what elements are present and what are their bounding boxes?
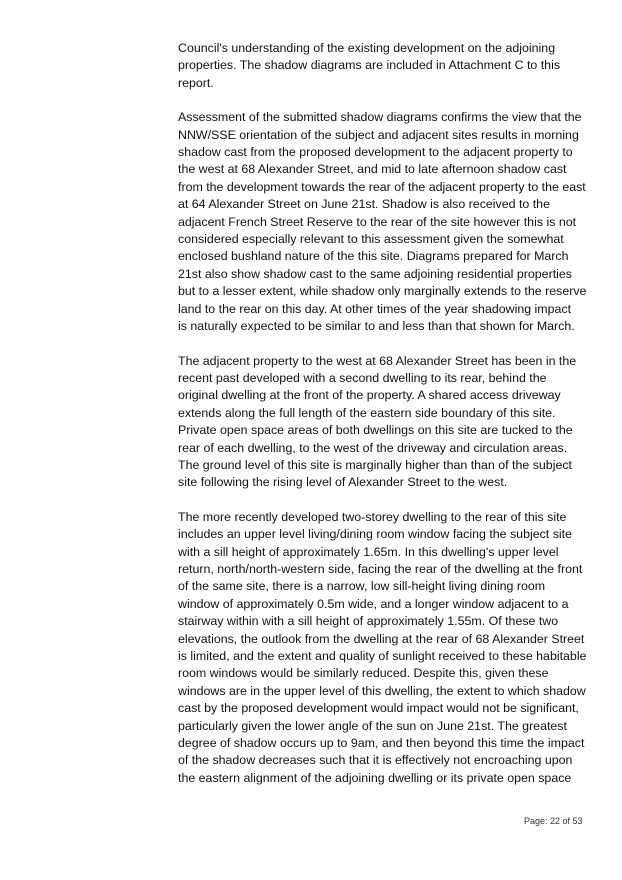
text-line: rear of each dwelling, to the west of the driveway and circulation areas. — [178, 440, 568, 455]
text-line: stairway within with a sill height of approximately 1.55m. Of these two — [178, 614, 559, 629]
body-text — [178, 40, 587, 804]
text-line: room windows would be similarly reduced. Despite this, given these — [178, 666, 549, 681]
text-line: particularly given the lower angle of the sun on June 21st. The greatest — [178, 718, 567, 733]
text-line: adjacent French Street Reserve to the rear of the site however this is not — [178, 214, 577, 229]
paragraph — [178, 109, 587, 335]
text-line: considered especially relevant to this assessment given the somewhat — [178, 232, 564, 247]
page-number: Page: 22 of 53 — [524, 816, 583, 826]
text-line: the west at 68 Alexander Street, and mid to late afternoon shadow cast — [178, 162, 567, 177]
text-line: includes an upper level living/dining room window facing the subject site — [178, 527, 572, 542]
text-line: at 64 Alexander Street on June 21st. Shadow is also received to the — [178, 197, 550, 212]
text-line: land to the rear on this day. At other times of the year shadowing impact — [178, 301, 572, 316]
text-line: from the development towards the rear of the adjacent property to the east — [178, 179, 586, 194]
text-line: properties. The shadow diagrams are included in Attachment C to this — [178, 58, 561, 73]
text-line: enclosed bushland nature of the this site. Diagrams prepared for March — [178, 249, 569, 264]
text-line: The more recently developed two-storey dwelling to the rear of this site — [178, 509, 567, 524]
text-line: shadow cast from the proposed development to the adjacent property to — [178, 145, 573, 160]
text-line: is naturally expected to be similar to and less than that shown for March. — [178, 319, 575, 334]
text-line: Council's understanding of the existing development on the adjoining — [178, 41, 556, 55]
text-line: return, north/north-western side, facing the rear of the dwelling at the front — [178, 561, 583, 576]
text-line: 21st also show shadow cast to the same adjoining residential properties — [178, 266, 572, 281]
text-line: of the shadow decreases such that it is effectively not encroaching upon — [178, 753, 573, 768]
text-line: windows are in the upper level of this dwelling, the extent to which shadow — [178, 683, 586, 698]
text-line: window of approximately 0.5m wide, and a longer window adjacent to a — [178, 596, 569, 611]
text-line: Private open space areas of both dwellings on this site are tucked to the — [178, 423, 573, 438]
text-line: The ground level of this site is marginally higher than than of the subject — [178, 457, 572, 472]
text-line: report. — [178, 75, 214, 90]
text-line: cast by the proposed development would impact would not be significant, — [178, 701, 579, 716]
text-line: recent past developed with a second dwelling to its rear, behind the — [178, 370, 547, 385]
text-line: is limited, and the extent and quality of sunlight received to these habitable — [178, 649, 587, 663]
text-line: with a sill height of approximately 1.65m. In this dwelling's upper level — [178, 544, 559, 559]
text-line: of the same site, there is a narrow, low sill-height living dining room — [178, 579, 546, 594]
paragraph — [178, 353, 578, 492]
text-line: the eastern alignment of the adjoining dwelling or its private open space — [178, 770, 572, 785]
text-line: but to a lesser extent, while shadow only marginally extends to the reserve — [178, 284, 587, 299]
text-line: The adjacent property to the west at 68 Alexander Street has been in the — [178, 353, 577, 368]
text-line: Assessment of the submitted shadow diagrams confirms the view that the — [178, 110, 582, 125]
paragraph — [178, 40, 578, 92]
text-line: original dwelling at the front of the property. A shared access driveway — [178, 388, 561, 403]
text-line: extends along the full length of the eastern side boundary of this site. — [178, 405, 556, 420]
text-line: elevations, the outlook from the dwelling at the rear of 68 Alexander Street — [178, 631, 585, 646]
text-line: degree of shadow occurs up to 9am, and then beyond this time the impact — [178, 736, 585, 751]
text-line: NNW/SSE orientation of the subject and adjacent sites results in morning — [178, 127, 579, 142]
text-line: site following the rising level of Alexander Street to the west. — [178, 475, 508, 490]
paragraph — [178, 509, 587, 788]
